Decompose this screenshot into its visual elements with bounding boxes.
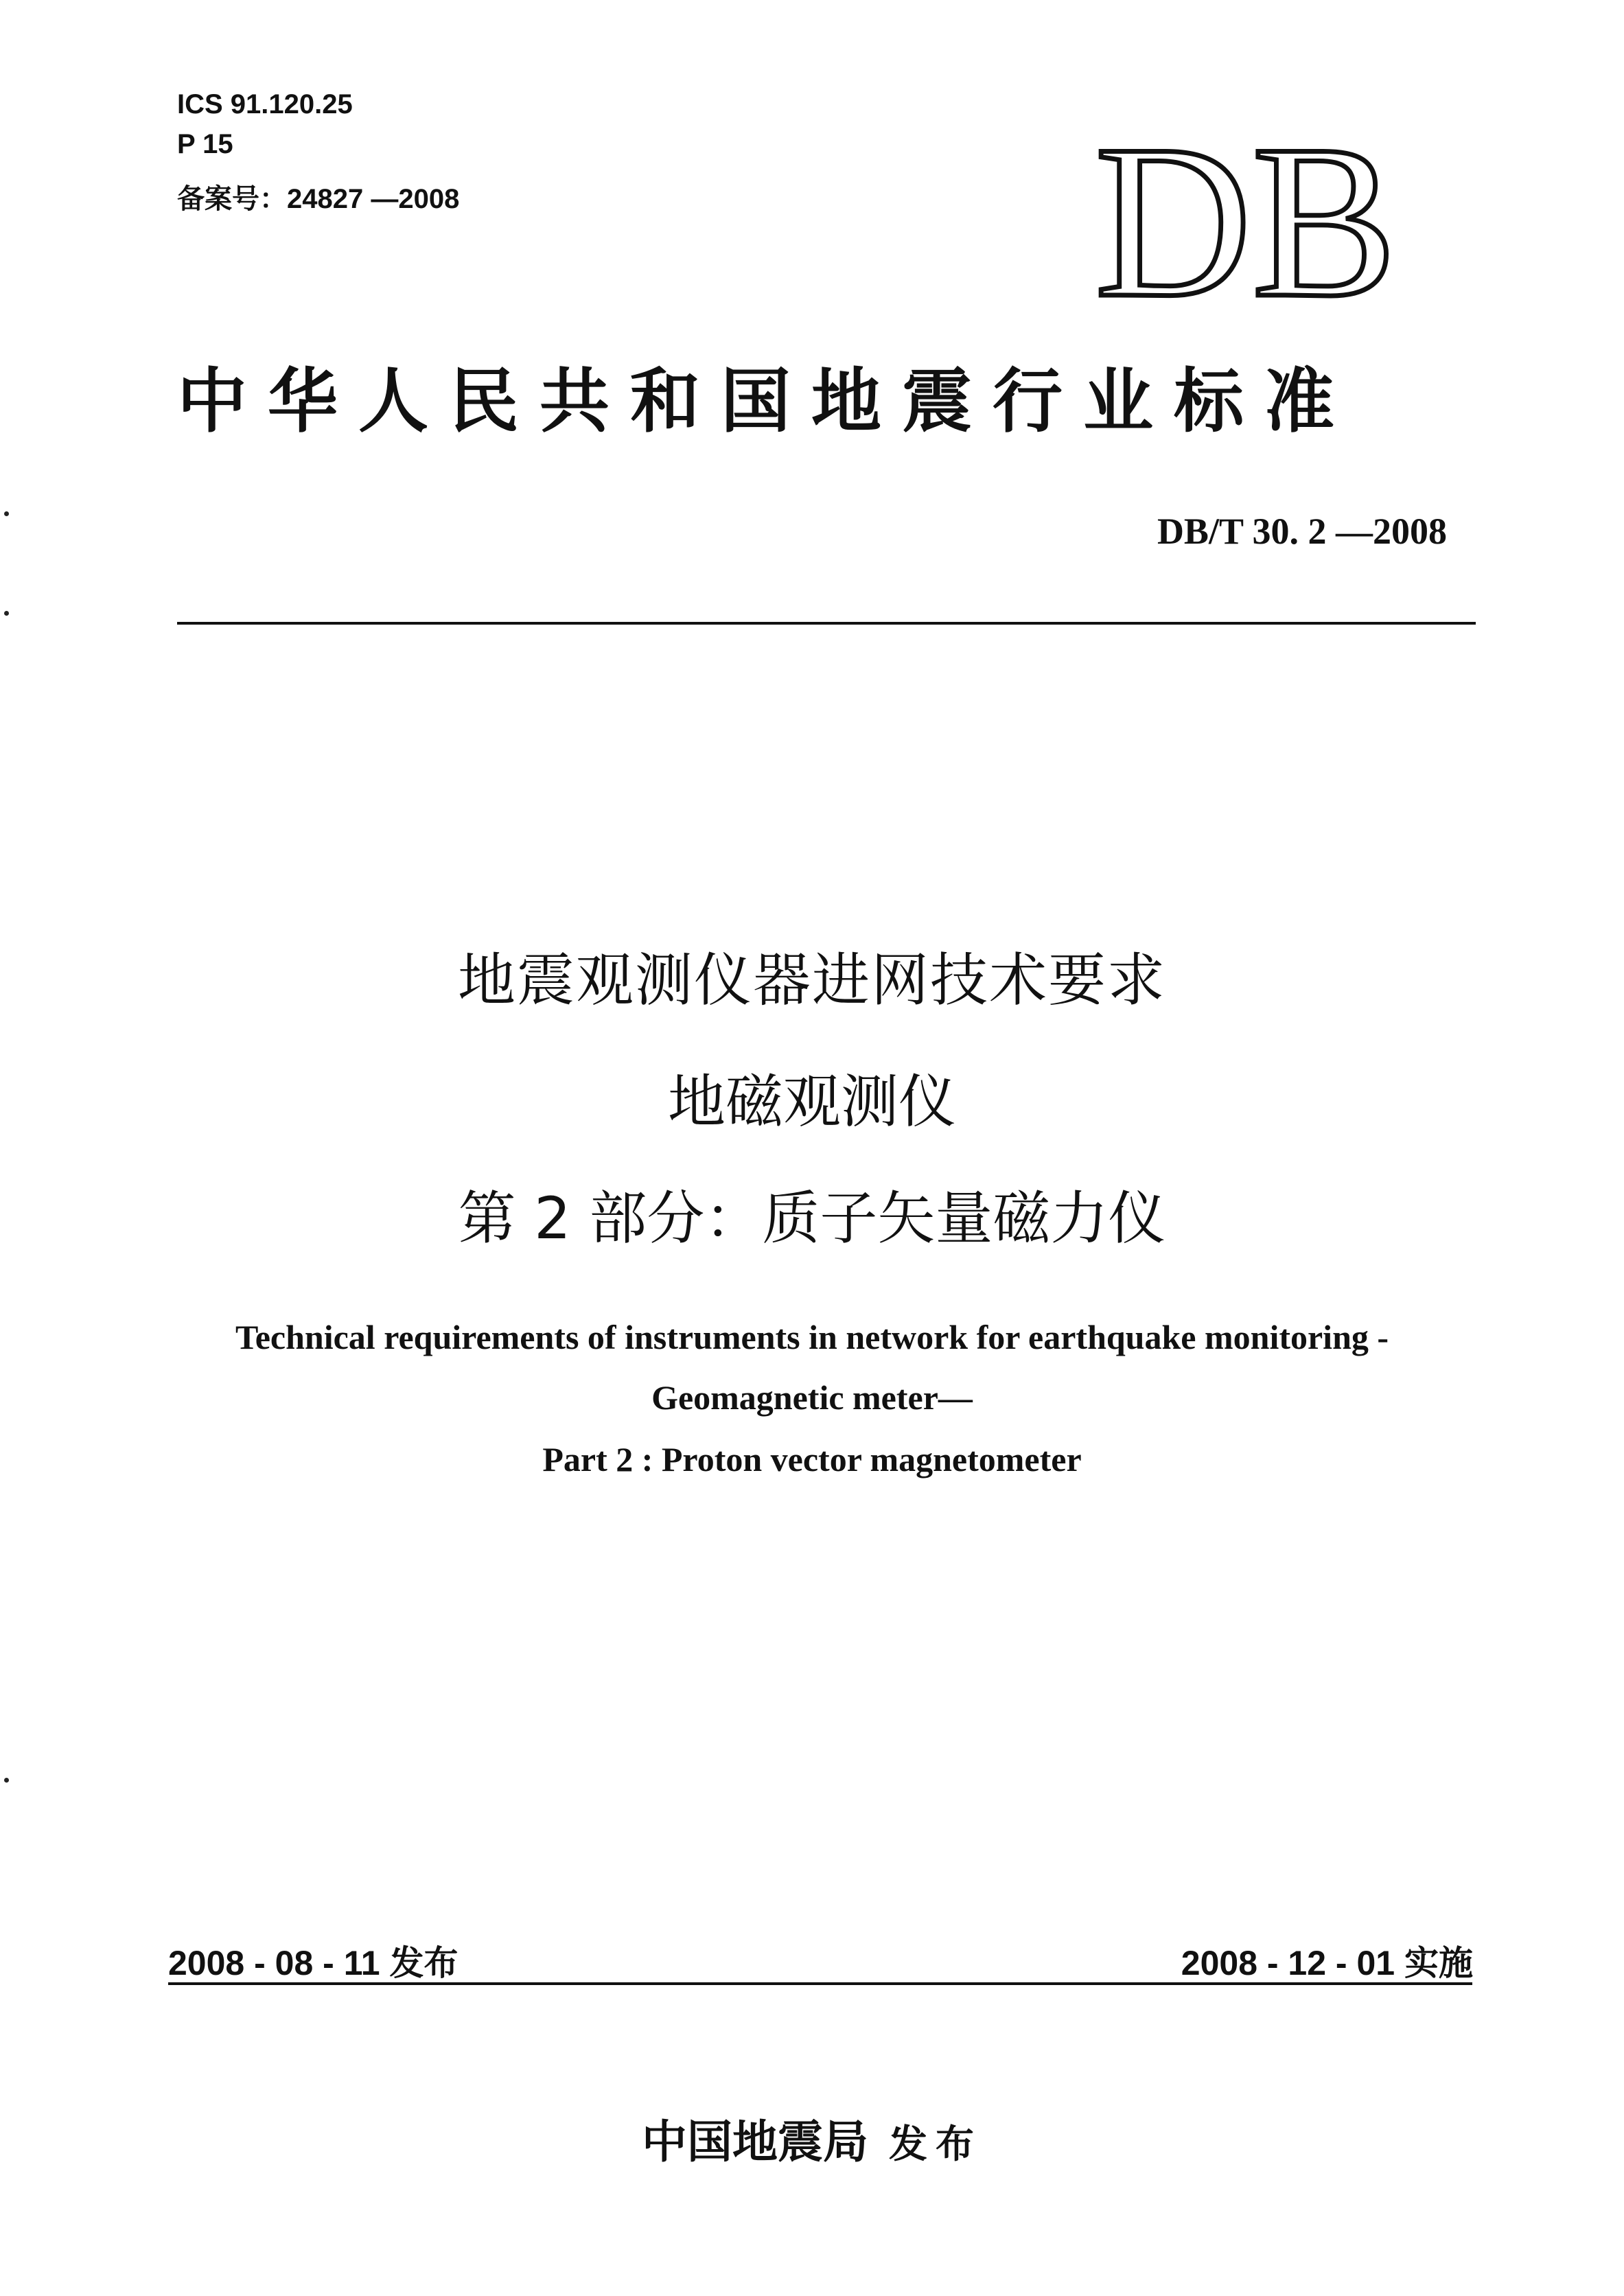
footer-divider (168, 1982, 1472, 1985)
db-logo-text: DB (1095, 130, 1397, 309)
publisher-name: 中国地震局 (642, 2115, 868, 2168)
title-en-line1: Technical requirements of instruments in network for earthquake monitoring - (235, 1318, 1389, 1356)
db-logo-graphic (1081, 130, 1411, 309)
margin-mark (4, 611, 9, 616)
db-logo (1081, 130, 1411, 309)
implementation-date: 2008 - 12 - 01 实施 (1181, 1944, 1473, 1982)
title-en-line3: Part 2 : Proton vector magnetometer (542, 1440, 1082, 1479)
margin-mark (4, 511, 9, 516)
ccs-code: P 15 (177, 129, 233, 159)
margin-mark (4, 1778, 9, 1783)
publisher-suffix: 发布 (889, 2122, 982, 2167)
registration-number: 备案号：24827 —2008 (177, 184, 460, 214)
title-en-line2: Geomagnetic meter— (651, 1378, 973, 1417)
publisher (0, 2114, 1624, 2172)
title-zh-line1: 地震观测仪器进网技术要求 (457, 947, 1166, 1014)
issue-date: 2008 - 08 - 11 发布 (168, 1944, 459, 1982)
standard-number: DB/T 30. 2 —2008 (1157, 511, 1447, 552)
ics-code: ICS 91.120.25 (177, 89, 353, 119)
header-divider (177, 622, 1476, 625)
title-zh-line3: 第 2 部分：质子矢量磁力仪 (458, 1185, 1166, 1252)
title-zh-line2: 地磁观测仪 (667, 1068, 956, 1135)
standard-title: 中华人民共和国地震行业标准 (177, 360, 1355, 443)
